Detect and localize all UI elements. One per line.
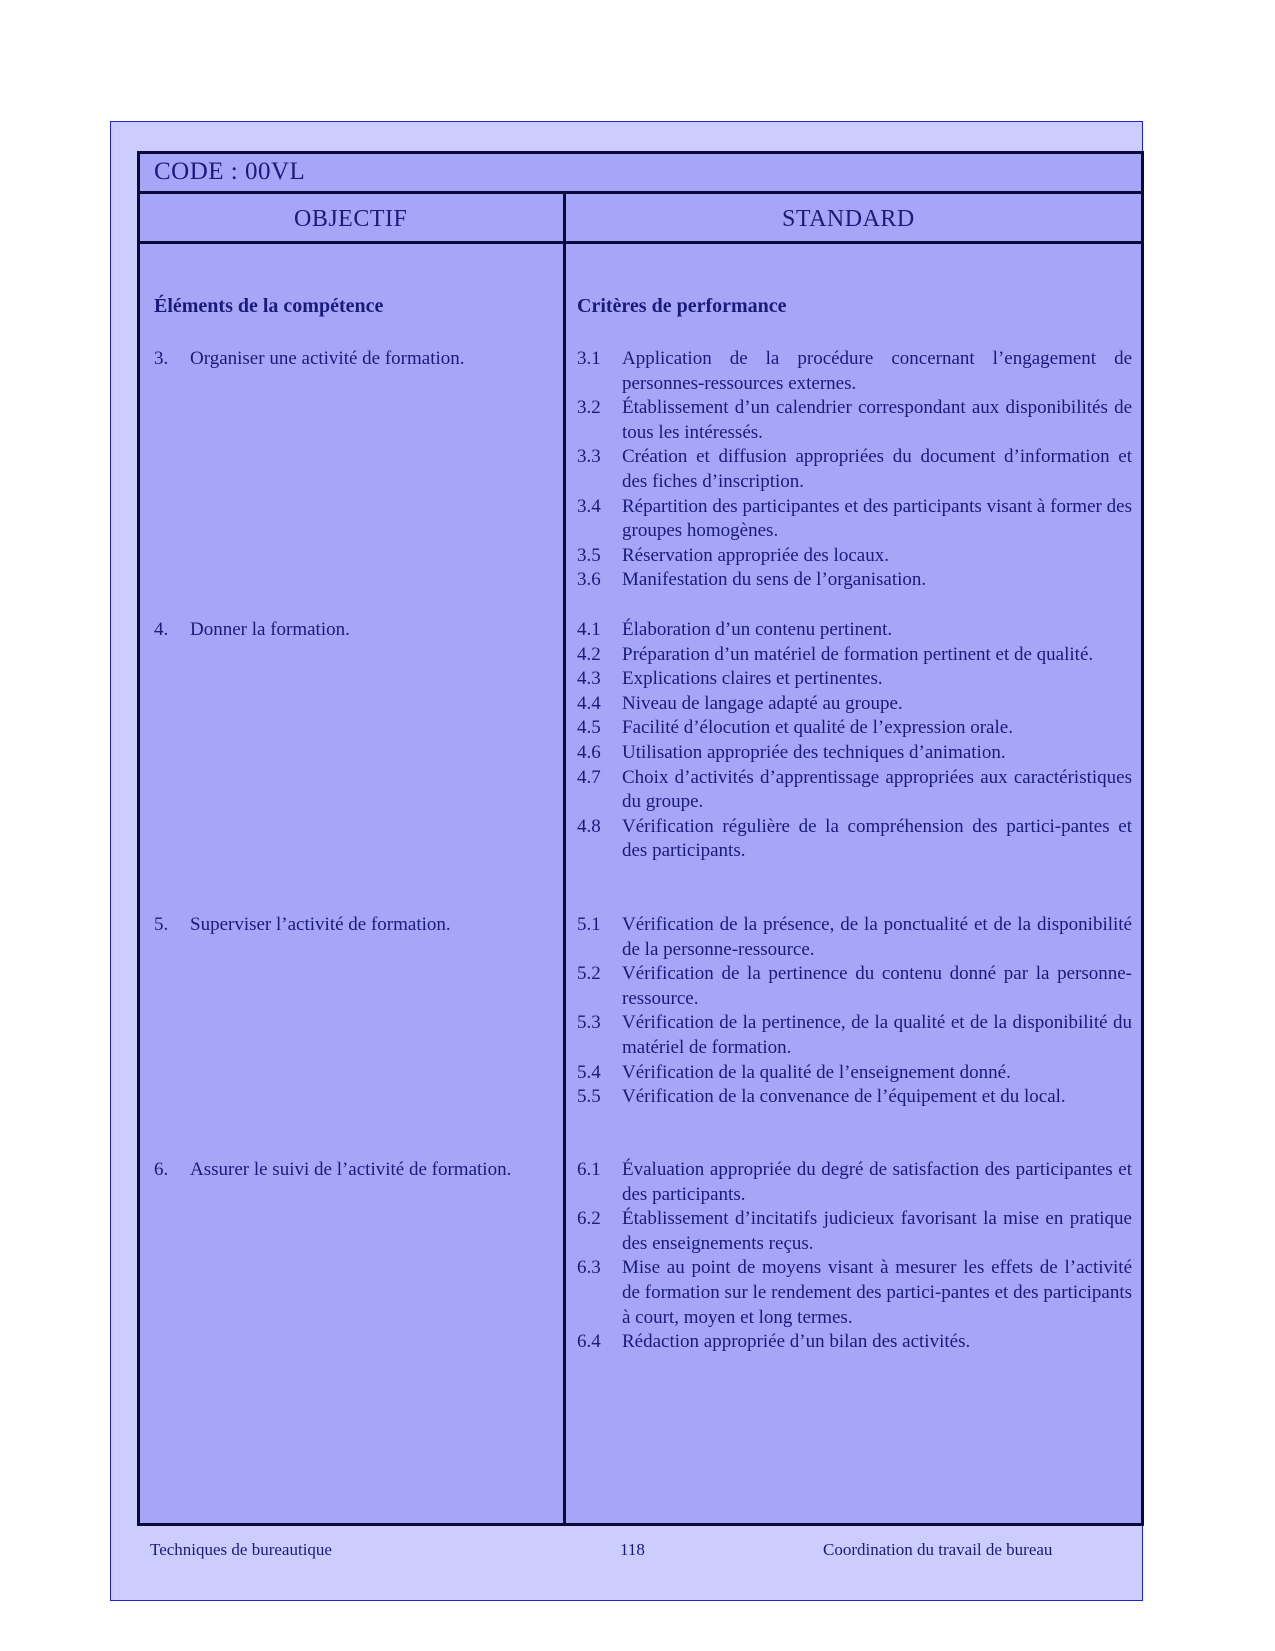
- criterion-item: [577, 815, 1132, 864]
- criterion-item: [577, 1158, 1132, 1207]
- criterion-number: 3.3: [577, 446, 601, 468]
- criterion-item: [577, 716, 1132, 741]
- criterion-number: 6.3: [577, 1257, 601, 1279]
- criterion-number: 5.5: [577, 1086, 601, 1108]
- criterion-text: Utilisation appropriée des techniques d’animation.: [622, 741, 1006, 763]
- element-text: Organiser une activité de formation.: [190, 348, 465, 369]
- criterion-number: 4.4: [577, 692, 601, 714]
- criterion-number: 3.5: [577, 544, 601, 566]
- criterion-number: 4.3: [577, 668, 601, 690]
- criterion-text: Choix d’activités d’apprentissage appropriées aux caractéristiques du groupe.: [622, 766, 1132, 813]
- criterion-number: 5.4: [577, 1061, 601, 1083]
- competency-table: [137, 151, 1144, 1526]
- criterion-number: 5.2: [577, 963, 601, 985]
- footer-page-number: 118: [620, 1540, 645, 1559]
- criterion-item: [577, 643, 1132, 668]
- criterion-item: [577, 347, 1132, 396]
- element-number: 3.: [154, 348, 169, 369]
- element-item: [154, 1158, 551, 1183]
- criteria-column: [577, 294, 1132, 346]
- criterion-item: [577, 1011, 1132, 1060]
- element-item: [154, 913, 551, 938]
- criterion-item: [577, 1061, 1132, 1086]
- criterion-text: Préparation d’un matériel de formation pertinent et de qualité.: [622, 643, 1094, 665]
- criterion-item: [577, 618, 1132, 643]
- code-row: [140, 154, 1141, 194]
- criterion-text: Vérification de la qualité de l’enseignement donné.: [622, 1061, 1011, 1083]
- criterion-item: [577, 913, 1132, 962]
- element-section-5: [154, 913, 551, 938]
- criterion-text: Création et diffusion appropriées du document d’information et des fiches d’inscription.: [622, 446, 1132, 492]
- criterion-item: [577, 667, 1132, 692]
- criteria-section-4: [577, 618, 1132, 864]
- criterion-item: [577, 766, 1132, 815]
- criterion-number: 4.1: [577, 619, 601, 640]
- criterion-text: Manifestation du sens de l’organisation.: [622, 569, 927, 591]
- criterion-text: Vérification régulière de la compréhension des partici-pantes et des participants.: [622, 815, 1132, 862]
- footer-program: Techniques de bureautique: [150, 1540, 332, 1559]
- criterion-text: Mise au point de moyens visant à mesurer les effets de l’activité de formation sur le rendement des partici-pantes et des participants à court, moyen et long termes.: [622, 1257, 1132, 1328]
- criterion-text: Explications claires et pertinentes.: [622, 668, 883, 690]
- header-objectif: OBJECTIF: [294, 206, 408, 232]
- element-item: [154, 618, 551, 643]
- criterion-number: 4.6: [577, 741, 601, 763]
- elements-heading: Éléments de la compétence: [154, 295, 384, 317]
- criterion-number: 3.1: [577, 348, 601, 369]
- element-section-3: [154, 347, 551, 372]
- criteria-section-3: [577, 347, 1132, 593]
- criterion-item: [577, 568, 1132, 593]
- criterion-number: 6.2: [577, 1208, 601, 1230]
- criterion-number: 6.1: [577, 1159, 601, 1180]
- element-section-6: [154, 1158, 551, 1183]
- element-item: [154, 347, 551, 372]
- criterion-item: [577, 1207, 1132, 1256]
- criteria-section-5: [577, 913, 1132, 1110]
- element-section-4: [154, 618, 551, 643]
- element-number: 6.: [154, 1159, 169, 1180]
- criterion-text: Rédaction appropriée d’un bilan des activités.: [622, 1331, 971, 1353]
- criterion-item: [577, 1330, 1132, 1355]
- criterion-number: 5.3: [577, 1012, 601, 1034]
- criterion-number: 4.2: [577, 643, 601, 665]
- criterion-text: Établissement d’incitatifs judicieux favorisant la mise en pratique des enseignements reçus.: [622, 1208, 1132, 1254]
- element-text: Superviser l’activité de formation.: [190, 914, 451, 935]
- footer-module: Coordination du travail de bureau: [823, 1540, 1053, 1559]
- element-text: Assurer le suivi de l’activité de formation.: [190, 1159, 512, 1180]
- elements-column: [154, 294, 551, 346]
- criteria-section-6: [577, 1158, 1132, 1355]
- criterion-number: 3.4: [577, 495, 601, 517]
- criterion-item: [577, 445, 1132, 494]
- criterion-number: 6.4: [577, 1331, 601, 1353]
- criterion-text: Élaboration d’un contenu pertinent.: [622, 619, 893, 640]
- criterion-number: 3.6: [577, 569, 601, 591]
- criterion-text: Réservation appropriée des locaux.: [622, 544, 889, 566]
- criterion-item: [577, 495, 1132, 544]
- criterion-text: Vérification de la présence, de la ponctualité et de la disponibilité de la personne-ressource.: [622, 914, 1132, 960]
- criterion-text: Application de la procédure concernant l’engagement de personnes-ressources externes.: [622, 348, 1132, 394]
- criterion-number: 5.1: [577, 914, 601, 935]
- criterion-text: Établissement d’un calendrier correspondant aux disponibilités de tous les intéressés.: [622, 397, 1132, 443]
- criterion-item: [577, 544, 1132, 569]
- element-number: 5.: [154, 914, 169, 935]
- criterion-item: [577, 692, 1132, 717]
- criterion-text: Niveau de langage adapté au groupe.: [622, 692, 903, 714]
- criterion-text: Répartition des participantes et des participants visant à former des groupes homogènes.: [622, 495, 1132, 542]
- code-label: CODE : 00VL: [154, 158, 306, 185]
- header-standard: STANDARD: [782, 206, 915, 232]
- criteria-heading: Critères de performance: [577, 295, 787, 317]
- criterion-number: 3.2: [577, 397, 601, 419]
- column-divider: [563, 194, 566, 1526]
- element-text: Donner la formation.: [190, 619, 350, 640]
- criterion-number: 4.8: [577, 815, 601, 837]
- criterion-text: Évaluation appropriée du degré de satisfaction des participantes et des participants.: [622, 1159, 1132, 1205]
- criterion-text: Vérification de la convenance de l’équipement et du local.: [622, 1086, 1066, 1108]
- criterion-item: [577, 741, 1132, 766]
- criterion-item: [577, 1256, 1132, 1330]
- criterion-item: [577, 962, 1132, 1011]
- criterion-number: 4.5: [577, 717, 601, 739]
- criterion-item: [577, 1085, 1132, 1110]
- element-number: 4.: [154, 619, 169, 640]
- criterion-text: Vérification de la pertinence du contenu donné par la personne-ressource.: [622, 963, 1132, 1009]
- criterion-item: [577, 396, 1132, 445]
- criterion-number: 4.7: [577, 766, 601, 788]
- criterion-text: Facilité d’élocution et qualité de l’expression orale.: [622, 717, 1013, 739]
- criterion-text: Vérification de la pertinence, de la qualité et de la disponibilité du matériel de formation.: [622, 1012, 1132, 1058]
- header-row: [140, 194, 1141, 244]
